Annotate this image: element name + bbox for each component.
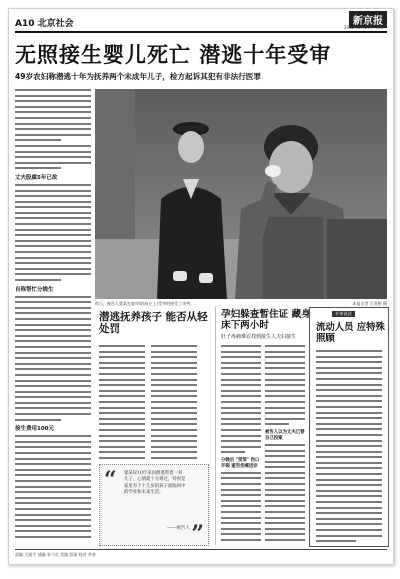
sidebar-tag: 专家说法 (332, 311, 355, 317)
article-2-column-1 (99, 345, 145, 461)
close-quote-icon: ” (191, 521, 204, 547)
sidebar-title: 流动人员 应特殊照顾 (316, 322, 385, 345)
sidebar-box (309, 307, 389, 547)
article-2-column-2 (151, 345, 197, 461)
article-3-column-1 (221, 345, 261, 543)
open-quote-icon: “ (104, 467, 117, 493)
column-divider (215, 307, 216, 545)
article-3-subhead: 分娩后 "受罪" 伤口开裂 遂至伤痛送诊 (221, 457, 260, 469)
page-footer: 责编 王媛平 插编 张弓长 美编 彭丽 校对 李金 (15, 549, 387, 558)
body-text-block (15, 435, 91, 542)
article-2-title: 潜逃抚养孩子 能否从轻处罚 (99, 311, 208, 336)
article-3-subtitle: 肚子疼痛难忍找到接生人夫妇接生 (221, 334, 297, 340)
quote-text: 翟某说10年来因潜逃带着一双儿子，心情就十分难过，特别是家里有个十几岁的孩子面临初中的学业和未来生活。 (124, 471, 186, 496)
left-article-column (15, 89, 91, 542)
article-3-column-2 (265, 345, 305, 543)
column-subhead: 接生费用100元 (15, 426, 54, 433)
body-text-block (15, 89, 91, 169)
column-subhead: 自称帮忙分娩生 (15, 286, 54, 293)
newspaper-page (8, 8, 394, 565)
subheadline: 49岁农妇称潜逃十年为抚养两个未成年儿子，检方起诉其犯有非法行医罪 (15, 72, 261, 81)
page-header (15, 13, 387, 33)
newspaper-logo: 新京报 (349, 11, 387, 28)
quote-source: ——被告人 (167, 526, 190, 531)
pull-quote (99, 464, 209, 546)
body-text-block (15, 296, 91, 421)
section-label: A10 北京社会 (15, 19, 74, 29)
court-photo (95, 89, 387, 299)
headline: 无照接生婴儿死亡 潜逃十年受审 (15, 43, 332, 67)
article-3-title: 孕妇躲查暂住证 藏身床下两小时 (221, 309, 311, 332)
body-text-block (15, 184, 91, 281)
photo-credit: 本报记者 王贵彬 摄 (352, 301, 387, 306)
issue-date: 2012年2月21日 星期二 (343, 25, 387, 30)
caption-text: 昨日，被告人翟某在庭审现场(左上)受审时接受了审判。 (95, 301, 195, 306)
sidebar-body (316, 350, 382, 546)
article-3-subhead-2: 被告人以为丈夫已替自己投案 (265, 429, 305, 441)
column-subhead: 丈夫股腐5年已故 (15, 174, 58, 181)
